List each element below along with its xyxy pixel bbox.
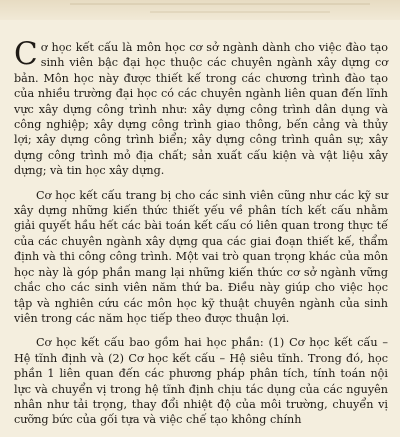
page-top-margin [0,0,400,20]
paragraph-text: Cơ học kết cấu bao gồm hai học phần: (1) Cơ học kết cấu – Hệ tĩnh định và (2) Cơ học kết cấu – Hệ siêu tĩnh. Trong đó, học phần 1 liên quan đến các phương pháp phân tích, tính toán nội lực và chuyển vị trong hệ tĩnh định chịu tác dụng của các nguyên nhân như tải trọng, thay đổi nhiệt độ của môi trường, chuyển vị cưỡng bức của gối tựa và việc chế tạo không chính [14,336,388,427]
page-body [14,36,388,437]
bleed-through-line [70,3,370,5]
paragraph-modules [14,335,388,427]
paragraph-text: ơ học kết cấu là môn học cơ sở ngành dành cho việc đào tạo sinh viên bậc đại học thuộc các chuyên ngành xây dựng cơ bản. Môn học này được thiết kế trong các chương trình đào tạo của nhiều trường đại học có các chuyên ngành liên quan đến lĩnh vực xây dựng công trình như: xây dựng công trình dân dụng và công nghiệp; xây dựng công trình giao thông, bến cảng và thủy lợi; xây dựng công trình biển; xây dựng công trình quân sự; xây dựng công trình mỏ địa chất; sản xuất cấu kiện và vật liệu xây dựng; và tin học xây dựng. [14,41,388,178]
paragraph-text: Cơ học kết cấu trang bị cho các sinh viên cũng như các kỹ sư xây dựng những kiến thức thiết yếu về phân tích kết cấu nhằm giải quyết hầu hết các bài toán kết cấu có liên quan trong thực tế của các chuyên ngành xây dựng qua các giai đoạn thiết kế, thẩm định và thi công công trình. Một vai trò quan trọng khác của môn học này là góp phần mang lại những kiến thức cơ sở ngành vững chắc cho các sinh viên năm thứ ba. Điều này giúp cho việc học tập và nghiên cứu các môn học kỹ thuật chuyên ngành của sinh viên trong các năm học tiếp theo được thuận lợi. [14,188,388,325]
bleed-through-line [150,11,330,13]
paragraph-role [14,188,388,327]
paragraph-intro [14,36,388,179]
drop-cap: C [14,36,38,72]
